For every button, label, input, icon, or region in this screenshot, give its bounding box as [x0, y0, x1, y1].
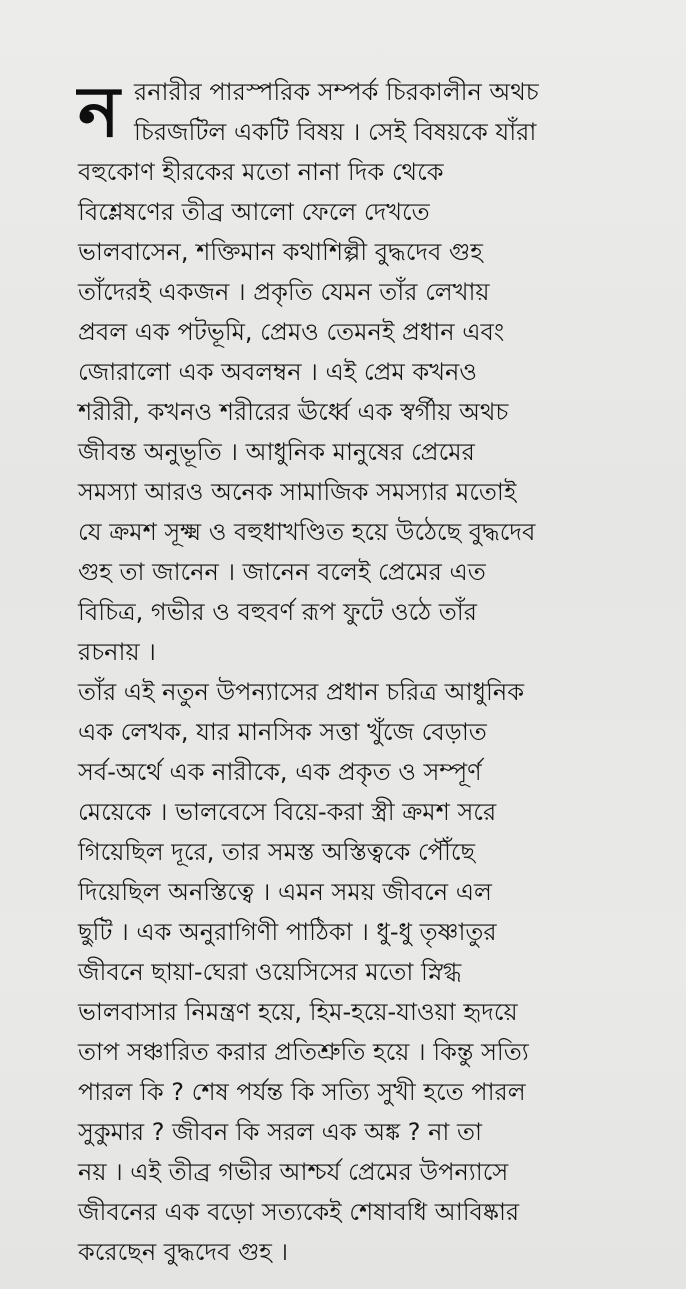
text-line: তাঁর এই নতুন উপন্যাসের প্রধান চরিত্র আধুনিক	[78, 678, 525, 706]
text-line: জীবনের এক বড়ো সত্যকেই শেষাবধি আবিষ্কার	[78, 1198, 520, 1226]
text-line: জোরালো এক অবলম্বন । এই প্রেম কখনও	[78, 358, 477, 386]
text-line: চিরজটিল একটি বিষয় । সেই বিষয়কে যাঁরা	[134, 118, 537, 146]
text-line: রচনায় ।	[78, 638, 156, 666]
text-line: এক লেখক, যার মানসিক সত্তা খুঁজে বেড়াত	[78, 718, 487, 746]
text-line: বহুকোণ হীরকের মতো নানা দিক থেকে	[78, 158, 444, 186]
text-line: বিচিত্র, গভীর ও বহুবর্ণ রূপ ফুটে ওঠে তাঁর	[78, 598, 477, 626]
text-line: সমস্যা আরও অনেক সামাজিক সমস্যার মতোই	[78, 478, 517, 506]
blurb-text	[78, 72, 638, 1272]
text-line: করেছেন বুদ্ধদেব গুহ ।	[78, 1238, 289, 1266]
text-line: সর্ব-অর্থে এক নারীকে, এক প্রকৃত ও সম্পূর্ণ	[78, 758, 482, 786]
text-line: পারল কি ? শেষ পর্যন্ত কি সত্যি সুখী হতে পারল	[78, 1078, 526, 1106]
text-line: মেয়েকে । ভালবেসে বিয়ে-করা স্ত্রী ক্রমশ সরে	[78, 798, 497, 826]
text-line: গুহ তা জানেন । জানেন বলেই প্রেমের এত	[78, 558, 486, 586]
text-line: তাপ সঞ্চারিত করার প্রতিশ্রুতি হয়ে । কিন্তু সত্যি	[78, 1038, 529, 1066]
text-line: গিয়েছিল দূরে, তার সমস্ত অস্তিত্বকে পৌঁছে	[78, 838, 476, 866]
text-line: যে ক্রমশ সূক্ষ্ম ও বহুধাখণ্ডিত হয়ে উঠেছে বুদ্ধদেব	[78, 518, 536, 546]
text-line: জীবন্ত অনুভূতি । আধুনিক মানুষের প্রেমের	[78, 438, 475, 466]
text-line: ভালবাসার নিমন্ত্রণ হয়ে, হিম-হয়ে-যাওয়া হৃদয়ে	[78, 998, 518, 1026]
text-line: জীবনে ছায়া-ঘেরা ওয়েসিসের মতো স্নিগ্ধ	[78, 958, 462, 986]
text-line: দিয়েছিল অনস্তিত্বে । এমন সময় জীবনে এল	[78, 878, 492, 906]
text-line: প্রবল এক পটভূমি, প্রেমও তেমনই প্রধান এবং	[78, 318, 505, 346]
text-line: সুকুমার ? জীবন কি সরল এক অঙ্ক ? না তা	[78, 1118, 482, 1146]
text-line: বিশ্লেষণের তীব্র আলো ফেলে দেখতে	[78, 198, 430, 226]
text-line: ভালবাসেন, শক্তিমান কথাশিল্পী বুদ্ধদেব গুহ	[78, 238, 483, 266]
text-line: তাঁদেরই একজন । প্রকৃতি যেমন তাঁর লেখায়	[78, 278, 490, 306]
text-line: ছুটি । এক অনুরাগিণী পাঠিকা । ধু-ধু তৃষ্ণাতুর	[78, 918, 497, 946]
text-line: রনারীর পারস্পরিক সম্পর্ক চিরকালীন অথচ	[134, 78, 539, 106]
text-line: শরীরী, কখনও শরীরের ঊর্ধ্বে এক স্বর্গীয় অথচ	[78, 398, 509, 426]
text-line: নয় । এই তীব্র গভীর আশ্চর্য প্রেমের উপন্যাসে	[78, 1158, 509, 1186]
drop-cap: ন	[78, 70, 120, 153]
